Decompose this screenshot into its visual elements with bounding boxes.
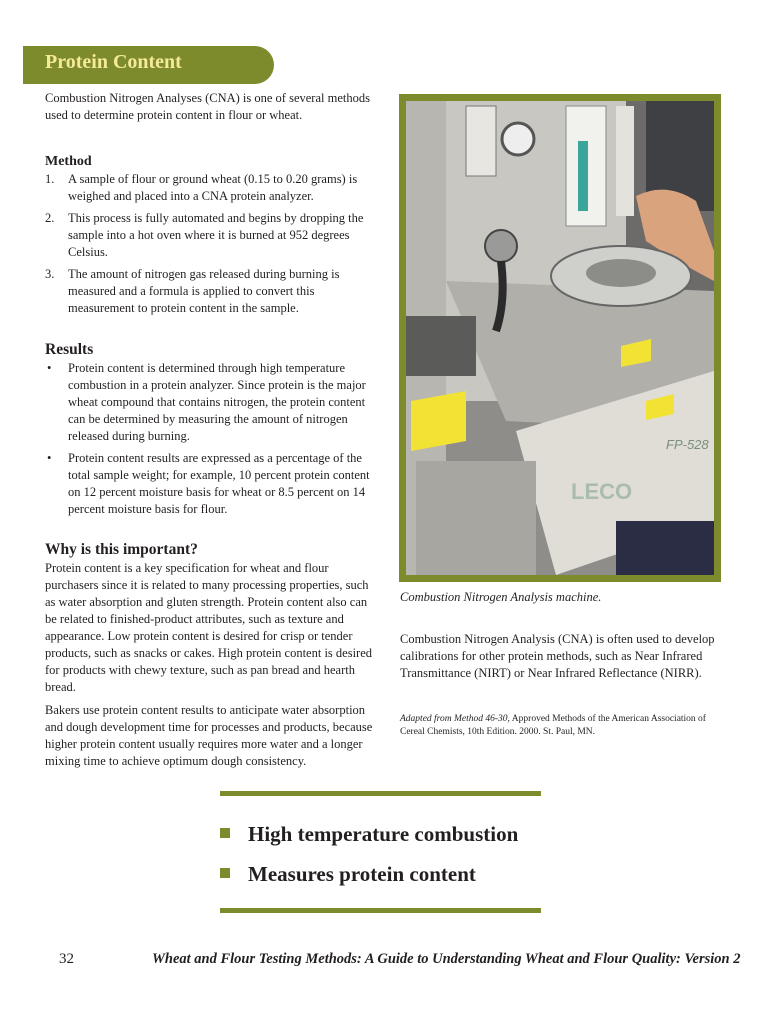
page-number: 32: [59, 951, 74, 967]
section-title: Protein Content: [45, 51, 182, 73]
sidebar-note: Combustion Nitrogen Analysis (CNA) is often used to develop calibrations for other protein methods, such as Near Infrared Transmittance (NIRT) or Near Infrared Reflectance (NIRR).: [400, 632, 715, 680]
importance-paragraph-2: Bakers use protein content results to anticipate water absorption and dough development time for processes and products, because higher protein content usually requires more water and a longer mixing time to achieve optimum dough consistency.: [45, 703, 373, 768]
results-bullet: • Protein content results are expressed as a percentage of the total sample weight; for example, 10 percent protein content on 12 percent moisture basis for wheat or 8.5 percent on 14 percent moisture basis for flour.: [45, 450, 373, 518]
key-point-text: High temperature combustion: [248, 822, 519, 846]
footer-title: Wheat and Flour Testing Methods: A Guide to Understanding Wheat and Flour Quality: Version 2: [152, 951, 741, 967]
section-title-banner: [23, 46, 274, 84]
method-steps: [45, 171, 373, 317]
step-text: This process is fully automated and begins by dropping the sample into a hot oven where it is burned at 952 degrees Celsius.: [68, 211, 364, 259]
method-heading: Method: [45, 154, 92, 169]
step-number: 2.: [45, 211, 55, 225]
method-step: [45, 171, 373, 205]
results-section: [45, 340, 373, 523]
step-number: 3.: [45, 267, 55, 281]
key-point: [220, 861, 476, 887]
step-number: 1.: [45, 172, 55, 186]
step-text: The amount of nitrogen gas released during burning is measured and a formula is applied to convert this measurement to protein content in the sample.: [68, 267, 340, 315]
step-text: A sample of flour or ground wheat (0.15 to 0.20 grams) is weighed and placed into a CNA protein analyzer.: [68, 172, 358, 203]
importance-heading: Why is this important?: [45, 541, 198, 558]
intro-paragraph: Combustion Nitrogen Analyses (CNA) is one of several methods used to determine protein content in flour or wheat.: [45, 91, 370, 122]
importance-paragraph: Protein content is a key specification for wheat and flour purchasers since it is related to many processing properties, such as water absorption and gluten strength. Protein content also can be related to finished-product attributes, such as texture and appearance. Low protein content is desired for crisp or tender products, such as snacks or cakes. High protein content is desired for products with chewy texture, such as pan bread and hearth bread.: [45, 561, 373, 694]
bottom-divider: [220, 908, 541, 913]
intro-block: [45, 90, 373, 124]
cna-machine-photo: [399, 94, 721, 582]
machine-brand-label: LECO: [571, 479, 633, 504]
results-heading: Results: [45, 341, 94, 358]
method-step: [45, 266, 373, 317]
method-section: [45, 153, 373, 322]
machine-model-label: FP-528: [666, 437, 709, 452]
key-point-text: Measures protein content: [248, 862, 476, 886]
importance-section: [45, 540, 373, 770]
source-rest: Approved Methods of the American Association of Cereal Chemists, 10th Edition. 2000. St. Paul, MN.: [400, 714, 706, 737]
bullet-square-icon: [220, 868, 230, 878]
cna-machine-illustration: [406, 101, 714, 575]
results-bullets: [45, 360, 373, 518]
key-point: [220, 821, 518, 847]
photo-caption: Combustion Nitrogen Analysis machine.: [400, 590, 602, 604]
source-method: Adapted from Method 46-30,: [400, 714, 510, 724]
method-step: [45, 210, 373, 261]
source-citation: [400, 713, 720, 739]
results-bullet: • Protein content is determined through high temperature combustion in a protein analyzer. Since protein is the major wheat compound that contains nitrogen, the protein content can be determined by measuring the amount of nitrogen released during burning.: [45, 360, 373, 445]
bullet-square-icon: [220, 828, 230, 838]
top-divider: [220, 791, 541, 796]
